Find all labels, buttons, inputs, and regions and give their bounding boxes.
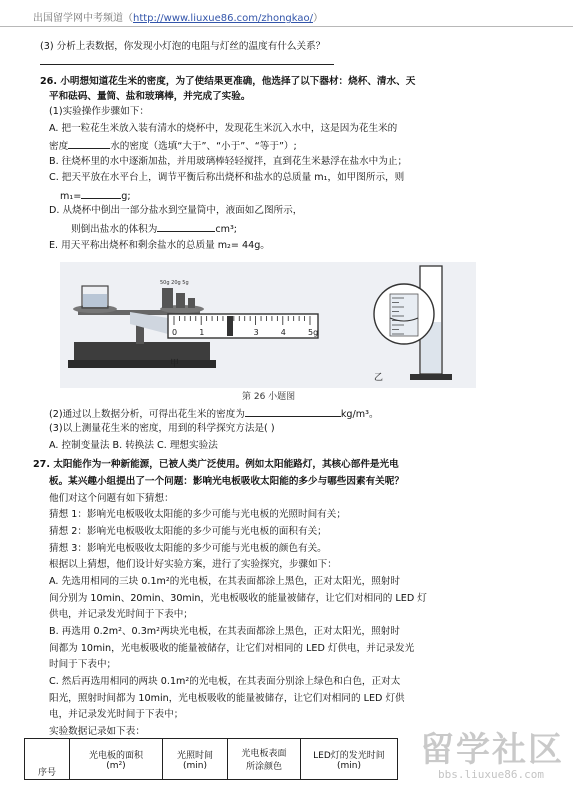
figure-label-b: 乙 [374, 373, 384, 383]
q26-c2-post: g; [121, 191, 131, 202]
q27-guess3: 猜想 3：影响光电板吸收太阳能的多少可能与光电板的颜色有关。 [49, 543, 327, 554]
q26-part3: (3)以上测量花生米的密度，用到的科学探究方法是( ) [49, 423, 275, 434]
data-table [24, 738, 398, 780]
q26-step-c1: C. 把天平放在水平台上，调节平衡后称出烧杯和盐水的总质量 m₁，如甲图所示，则 [49, 172, 405, 183]
q27-step-c1: C. 然后再选用相同的两块 0.1m²的光电板，在其表面分别涂上绿色和白色，正对太 [49, 676, 401, 687]
q26-c2-pre: m₁= [60, 191, 82, 202]
q27-line1: 27. 太阳能作为一种新能源，已被人类广泛使用。例如太阳能路灯，其核心部件是光电 [33, 459, 399, 470]
figure-caption: 第 26 小题图 [242, 392, 296, 402]
q26-step-a2 [49, 138, 297, 153]
watermark-logo: 留学社区 [420, 730, 564, 770]
q27-step-b2: 间都为 10min，光电板吸收的能量被储存，让它们对相同的 LED 灯供电，并记录发光 [49, 643, 415, 654]
q26-a2-post: 水的密度（选填“大于”、“小于”、“等于”）; [110, 141, 297, 152]
q27-step-a3: 供电，并记录发光时间于下表中； [49, 609, 193, 620]
q27-line3: 他们对这个问题有如下猜想： [49, 493, 174, 504]
q26-intro-line1: 26. 小明想知道花生米的密度，为了使结果更准确，他选择了以下器材：烧杯、清水、天 [40, 76, 416, 87]
q27-line2: 板。某兴趣小组提出了一个问题：影响光电板吸收太阳能的多少与哪些因素有关呢？ [49, 476, 404, 487]
scale-tick-label: 0 [172, 328, 178, 337]
scale-tick-label: 5g [308, 328, 319, 337]
q26-step-d1: D. 从烧杯中倒出一部分盐水到空量筒中，液面如乙图所示， [49, 205, 303, 216]
q26-figure [60, 262, 476, 388]
q27-guess2: 猜想 2：影响光电板吸收太阳能的多少可能与光电板的面积有关； [49, 526, 327, 537]
table-header-cell: 光电板表面 所涂颜色 [228, 739, 301, 780]
table-header-cell: LED灯的发光时间 (min) [301, 739, 398, 780]
table-header-cell: 光照时间 (min) [163, 739, 228, 780]
blank-density-compare [68, 138, 110, 149]
q26-step-a1: A. 把一粒花生米放入装有清水的烧杯中，发现花生米沉入水中，这是因为花生米的 [49, 123, 398, 134]
table-header-cell: 序号 [25, 739, 70, 780]
table-header-cell: 光电板的面积 (m²) [70, 739, 163, 780]
rider [227, 316, 233, 336]
q26-step-title: (1)实验操作步骤如下： [49, 106, 149, 117]
scale-tick-label: 1 [199, 328, 205, 337]
q26-step-d2 [71, 221, 237, 236]
q27-step-c2: 阳光，照射时间都为 10min，光电板吸收的能量被储存，让它们对相同的 LED 灯供 [49, 693, 405, 704]
q27-guess1: 猜想 1：影响光电板吸收太阳能的多少可能与光电板的光照时间有关； [49, 509, 346, 520]
q27-step-a1: A. 先选用相同的三块 0.1m²的光电板，在其表面都涂上黑色，正对太阳光，照射时 [49, 576, 400, 587]
q27-step-b3: 时间于下表中； [49, 659, 117, 670]
header-close: ） [313, 13, 323, 24]
blank-volume [157, 221, 215, 232]
page-header [0, 0, 573, 27]
blank-density [245, 406, 341, 417]
balance-foot [68, 360, 216, 368]
watermark-url: bbs.liuxue86.com [438, 768, 544, 781]
header-site: 出国留学网中考频道（ [33, 13, 133, 24]
q26-intro-line2: 平和砝码、量筒、盐和玻璃棒，并完成了实验。 [49, 91, 251, 102]
q26-d2-post: cm³; [215, 224, 238, 235]
q25-part3-text: (3) 分析上表数据，你发现小灯泡的电阻与灯丝的温度有什么关系？ [40, 41, 326, 52]
cylinder-base [410, 374, 452, 380]
q27-step-b1: B. 再选用 0.2m²、0.3m²两块光电板，在其表面都涂上黑色，正对太阳光，照射时 [49, 626, 400, 637]
weight-50g [162, 288, 173, 308]
q26-step-b: B. 往烧杯里的水中逐渐加盐，并用玻璃棒轻轻搅拌，直到花生米悬浮在盐水中为止； [49, 156, 408, 167]
q26-options: A. 控制变量法 B. 转换法 C. 理想实验法 [49, 440, 218, 451]
header-text [33, 9, 323, 24]
table-header-row [25, 739, 398, 780]
q27-line4: 根据以上猜想，他们设计好实验方案，进行了实验探究，步骤如下： [49, 559, 337, 570]
scale-tick-label: 4 [280, 328, 286, 337]
weight-20g [176, 293, 185, 308]
answer-line [40, 64, 334, 65]
q27-step-c3: 电，并记录发光时间于下表中； [49, 709, 184, 720]
watermark [420, 722, 570, 786]
q26-step-e: E. 用天平称出烧杯和剩余盐水的总质量 m₂= 44g。 [49, 240, 270, 251]
q26-d2-pre: 则倒出盐水的体积为 [71, 224, 158, 235]
q26-part2-post: kg/m³。 [340, 409, 379, 420]
q25-part3 [40, 40, 325, 53]
figure-label-a: 甲 [170, 359, 180, 369]
q27-table-intro: 实验数据记录如下表： [49, 726, 145, 737]
q26-part2 [49, 406, 379, 421]
q27-step-a2: 间分别为 10min、20min、30min，光电板吸收的能量被储存，让它们对相同的 LED 灯 [49, 593, 427, 604]
q26-a2-pre: 密度 [49, 141, 69, 152]
weight-5g [188, 298, 195, 308]
q26-step-c2 [60, 188, 131, 203]
weight-labels: 50g 20g 5g [160, 280, 189, 286]
header-url-link[interactable]: http://www.liuxue86.com/zhongkao/ [133, 13, 313, 24]
q26-part2-pre: (2)通过以上数据分析，可得出花生米的密度为 [49, 409, 245, 420]
scale-tick-label: 3 [253, 328, 259, 337]
blank-m1 [81, 188, 121, 199]
beaker-liquid [83, 294, 107, 307]
